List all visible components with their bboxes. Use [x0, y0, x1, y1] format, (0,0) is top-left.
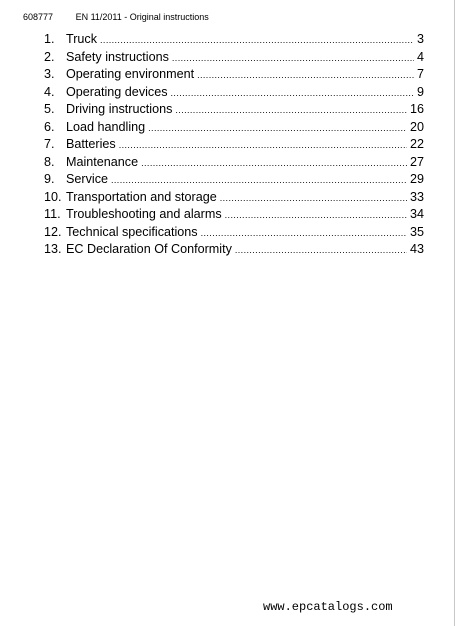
- toc-leader: [197, 67, 414, 84]
- toc-entry: [44, 136, 424, 154]
- toc-title: Technical specifications: [66, 224, 198, 239]
- toc-entry: [44, 84, 424, 102]
- toc-leader: [172, 50, 414, 67]
- toc-page-number: 34: [409, 207, 424, 221]
- toc-number: 12.: [44, 224, 62, 239]
- toc-leader: [235, 242, 407, 259]
- toc-title: Transportation and storage: [66, 189, 217, 204]
- toc-page-number: 22: [409, 137, 424, 151]
- toc-title: Troubleshooting and alarms: [66, 207, 222, 221]
- toc-entry: [44, 154, 424, 172]
- doc-number: 608777: [23, 12, 54, 22]
- toc-leader: [225, 207, 407, 224]
- toc-page-number: 43: [409, 242, 424, 256]
- toc-entry: [44, 66, 424, 84]
- toc-leader: [119, 137, 407, 154]
- toc-page-number: 7: [416, 67, 424, 81]
- page-edge: [454, 0, 455, 626]
- doc-info: EN 11/2011 - Original instructions: [75, 12, 209, 22]
- toc-page-number: 29: [409, 172, 424, 186]
- toc-number: 1.: [44, 32, 55, 46]
- toc-title: Load handling: [66, 119, 146, 134]
- toc-entry: [44, 171, 424, 189]
- toc-number: 10.: [44, 189, 62, 204]
- toc-number: 3.: [44, 67, 55, 81]
- toc-leader: [171, 85, 414, 102]
- toc-leader: [100, 32, 414, 49]
- toc-leader: [220, 190, 407, 207]
- toc-page-number: 35: [409, 224, 424, 239]
- toc-title: Operating devices: [66, 84, 168, 99]
- toc-leader: [111, 172, 407, 189]
- toc-leader: [201, 225, 407, 242]
- toc-number: 6.: [44, 119, 55, 134]
- toc-entry: [44, 119, 424, 137]
- toc-entry: [44, 241, 424, 259]
- page-header: [23, 12, 209, 22]
- toc-number: 2.: [44, 49, 55, 64]
- toc-entry: [44, 101, 424, 119]
- toc-title: Batteries: [66, 137, 116, 151]
- toc-leader: [141, 155, 407, 172]
- toc-title: Driving instructions: [66, 102, 173, 116]
- toc-number: 7.: [44, 137, 55, 151]
- toc-title: Safety instructions: [66, 49, 169, 64]
- toc-number: 9.: [44, 172, 55, 186]
- toc-entry: [44, 189, 424, 207]
- toc-page-number: 9: [416, 84, 424, 99]
- toc-page-number: 16: [409, 102, 424, 116]
- watermark-url: www.epcatalogs.com: [263, 600, 393, 614]
- toc-page-number: 20: [409, 119, 424, 134]
- toc-entry: [44, 49, 424, 67]
- toc-leader: [175, 102, 407, 119]
- toc-number: 4.: [44, 84, 55, 99]
- toc-entry: [44, 224, 424, 242]
- toc-number: 8.: [44, 154, 55, 169]
- toc-page-number: 33: [409, 189, 424, 204]
- toc-number: 5.: [44, 102, 55, 116]
- toc-number: 13.: [44, 242, 62, 256]
- toc-page-number: 27: [409, 154, 424, 169]
- toc-leader: [148, 120, 407, 137]
- toc-title: Truck: [66, 32, 98, 46]
- table-of-contents: [44, 31, 424, 259]
- toc-title: Maintenance: [66, 154, 139, 169]
- toc-entry: [44, 206, 424, 224]
- toc-title: Service: [66, 172, 108, 186]
- toc-page-number: 3: [416, 32, 424, 46]
- toc-entry: [44, 31, 424, 49]
- toc-title: Operating environment: [66, 67, 195, 81]
- toc-page-number: 4: [416, 49, 424, 64]
- toc-number: 11.: [44, 207, 61, 221]
- toc-title: EC Declaration Of Conformity: [66, 242, 232, 256]
